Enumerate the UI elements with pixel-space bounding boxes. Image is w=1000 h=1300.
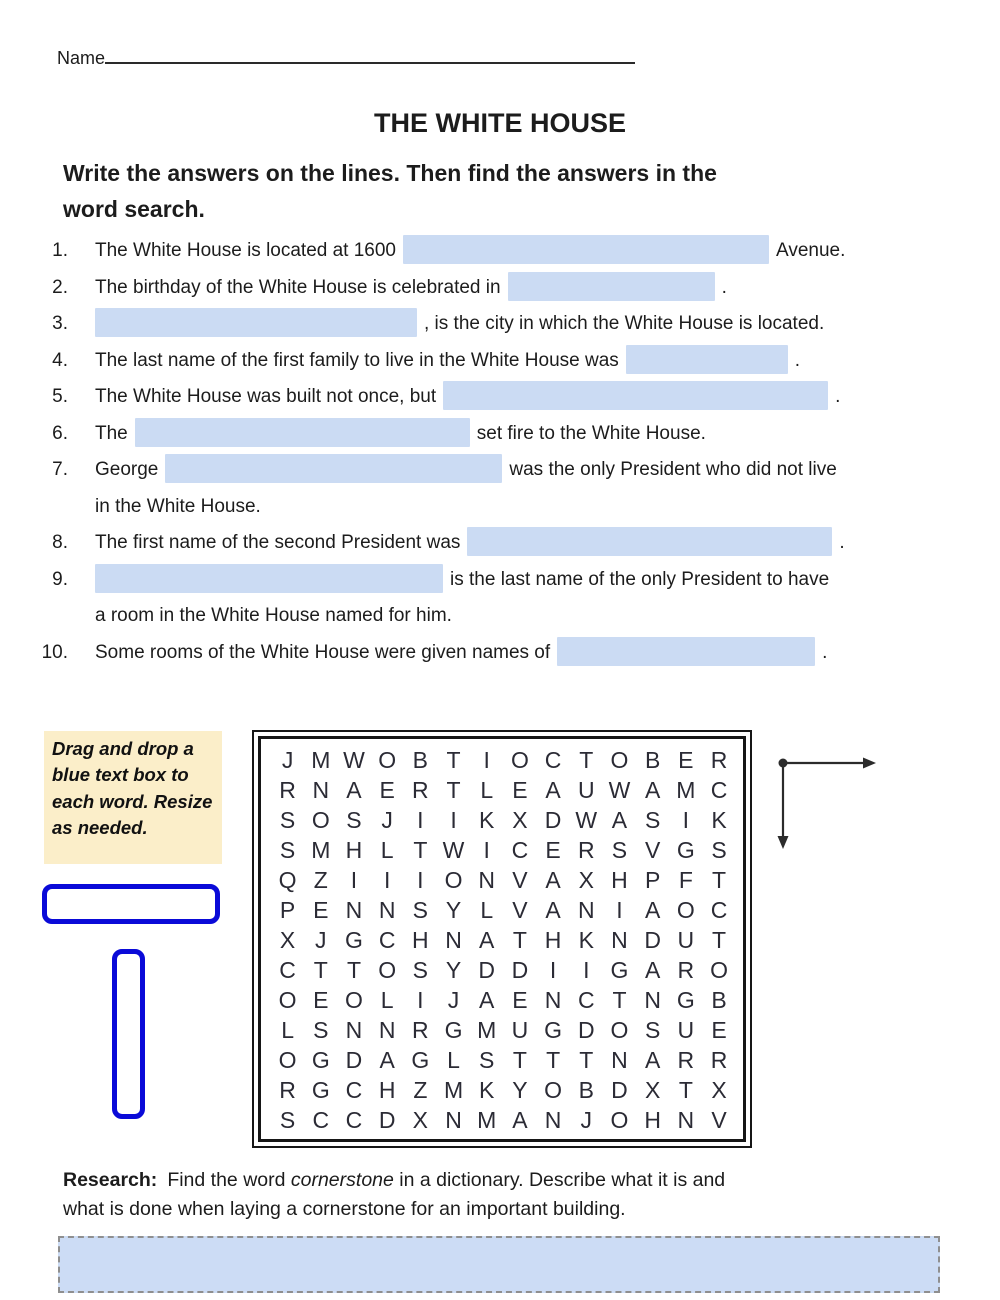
wordsearch-letter: R: [677, 1046, 695, 1073]
wordsearch-letter: L: [380, 986, 394, 1013]
wordsearch-letter: C: [544, 746, 562, 773]
wordsearch-letter: N: [312, 776, 330, 803]
wordsearch-frame: [258, 736, 746, 1142]
research-text-post: in a dictionary. Describe what it is and: [393, 1169, 726, 1191]
wordsearch-letter: D: [611, 1076, 628, 1103]
wordsearch-letter: E: [512, 986, 528, 1013]
wordsearch-letter: S: [711, 836, 727, 863]
wordsearch-letter: I: [450, 806, 457, 833]
direction-arrows-icon: [769, 744, 894, 864]
wordsearch-letter: X: [512, 806, 528, 833]
wordsearch-letter: C: [312, 1106, 330, 1133]
wordsearch-letter: B: [711, 986, 727, 1013]
question-text: [95, 635, 945, 672]
wordsearch-letter: O: [345, 986, 363, 1013]
wordsearch-letter: I: [549, 956, 557, 983]
wordsearch-letter: G: [676, 836, 695, 863]
wordsearch-letter: A: [644, 956, 661, 983]
wordsearch-letter: J: [281, 746, 294, 773]
wordsearch-grid[interactable]: [271, 745, 743, 1135]
wordsearch-letter: T: [446, 776, 461, 803]
wordsearch-letter: D: [644, 926, 661, 953]
question-text: [95, 562, 945, 599]
instructions-line1: Write the answers on the lines. Then find the answers in the: [63, 160, 717, 186]
wordsearch-letter: F: [678, 866, 693, 893]
wordsearch-letter: N: [345, 1016, 363, 1043]
wordsearch-letter: N: [378, 1016, 396, 1043]
question-body: [95, 562, 945, 635]
instructions: [63, 156, 717, 227]
wordsearch-letter: A: [479, 926, 495, 953]
question-body: [95, 452, 945, 525]
wordsearch-letter: H: [644, 1106, 661, 1133]
wordsearch-letter: W: [608, 776, 631, 803]
answer-blank-q8[interactable]: [467, 527, 832, 556]
wordsearch-letter: A: [479, 986, 495, 1013]
question-number: 10.: [41, 641, 68, 663]
wordsearch-letter: W: [442, 836, 465, 863]
wordsearch-letter: L: [480, 896, 494, 923]
wordsearch-row: [271, 865, 743, 895]
wordsearch-letter: H: [378, 1076, 396, 1103]
wordsearch-letter: W: [343, 746, 365, 773]
wordsearch-letter: M: [676, 776, 696, 803]
wordsearch-letter: O: [278, 1046, 297, 1073]
wordsearch-letter: N: [611, 1046, 628, 1073]
wordsearch-letter: B: [644, 746, 661, 773]
wordsearch-letter: D: [478, 956, 496, 983]
wordsearch-letter: N: [677, 1106, 695, 1133]
question-number: 8.: [52, 532, 68, 553]
wordsearch-letter: X: [644, 1076, 661, 1103]
wordsearch-letter: T: [512, 926, 527, 953]
wordsearch-letter: L: [380, 836, 394, 863]
wordsearch-letter: S: [279, 836, 296, 863]
question-text: [95, 343, 945, 380]
research-label: Research:: [63, 1169, 158, 1191]
wordsearch-letter: I: [583, 956, 590, 983]
wordsearch-letter: T: [579, 1046, 594, 1073]
wordsearch-letter: L: [281, 1016, 294, 1043]
wordsearch-letter: O: [278, 986, 297, 1013]
wordsearch-letter: O: [378, 746, 397, 773]
question-text-post: .: [839, 532, 845, 553]
wordsearch-letter: D: [345, 1046, 363, 1073]
question-number: 7.: [52, 459, 68, 480]
wordsearch-row: [271, 775, 743, 805]
wordsearch-letter: O: [444, 866, 463, 893]
wordsearch-letter: J: [580, 1106, 593, 1133]
question-body: [95, 635, 945, 672]
wordsearch-letter: N: [644, 986, 661, 1013]
question-row: [0, 233, 945, 270]
wordsearch-letter: G: [311, 1046, 330, 1073]
question-text: [95, 233, 945, 270]
answer-blank-q3[interactable]: [95, 308, 417, 337]
wordsearch-letter: O: [510, 746, 529, 773]
question-number: 2.: [52, 276, 68, 298]
question-row: [0, 270, 945, 307]
question-text: [95, 306, 945, 343]
wordsearch-letter: A: [644, 1046, 661, 1073]
question-body: [95, 416, 945, 453]
wordsearch-letter: C: [378, 926, 396, 953]
question-text-pre: Some rooms of the White House were given names of: [95, 641, 551, 663]
wordsearch-row: [271, 955, 743, 985]
wordsearch-letter: S: [479, 1046, 495, 1073]
wordsearch-letter: S: [412, 896, 429, 923]
wordsearch-letter: R: [279, 776, 296, 803]
wordsearch-letter: M: [477, 1106, 497, 1133]
wordsearch-row: [271, 745, 743, 775]
wordsearch-letter: U: [677, 1016, 695, 1043]
wordsearch-row: [271, 1105, 743, 1135]
name-row: [57, 46, 635, 69]
wordsearch-letter: S: [611, 836, 628, 863]
wordsearch-letter: U: [677, 926, 695, 953]
question-body: [95, 233, 945, 270]
name-line[interactable]: [105, 46, 635, 64]
wordsearch-letter: V: [711, 1106, 727, 1133]
question-text: [95, 379, 945, 416]
wordsearch-letter: M: [311, 746, 331, 773]
wordsearch-letter: L: [480, 776, 494, 803]
wordsearch-letter: C: [710, 776, 728, 803]
wordsearch-letter: A: [644, 896, 661, 923]
question-text-pre: The: [95, 422, 128, 444]
wordsearch-letter: K: [711, 806, 727, 833]
wordsearch-letter: I: [483, 836, 490, 863]
question-row: [0, 525, 945, 562]
wordsearch-letter: C: [511, 836, 529, 863]
question-number: 6.: [52, 422, 68, 444]
question-text-post: .: [721, 276, 727, 298]
wordsearch-letter: I: [682, 806, 690, 833]
wordsearch-letter: R: [577, 836, 595, 863]
wordsearch-letter: J: [381, 806, 393, 833]
question-body: [95, 379, 945, 416]
wordsearch-letter: E: [678, 746, 694, 773]
wordsearch-letter: S: [644, 806, 661, 833]
wordsearch-letter: C: [345, 1106, 363, 1133]
wordsearch-letter: S: [279, 1106, 296, 1133]
research-line2: what is done when laying a cornerstone for an important building.: [63, 1198, 626, 1221]
question-text-post: .: [835, 386, 841, 407]
wordsearch-letter: A: [545, 896, 561, 923]
wordsearch-letter: X: [412, 1106, 429, 1133]
wordsearch-letter: N: [544, 1106, 562, 1133]
wordsearch-letter: M: [311, 836, 331, 863]
question-row: [0, 343, 945, 380]
wordsearch-letter: G: [411, 1046, 430, 1073]
wordsearch-letter: O: [676, 896, 695, 923]
wordsearch-letter: H: [611, 866, 628, 893]
wordsearch-letter: I: [383, 866, 391, 893]
wordsearch-letter: T: [313, 956, 328, 983]
wordsearch-letter: G: [610, 956, 629, 983]
research-line1: [63, 1166, 963, 1195]
question-text-pre: The birthday of the White House is celebrated in: [95, 276, 501, 298]
wordsearch-letter: D: [544, 806, 562, 833]
wordsearch-letter: C: [345, 1076, 363, 1103]
wordsearch-letter: I: [417, 866, 424, 893]
question-row: [0, 379, 945, 416]
research-text-pre: Find the word: [167, 1169, 291, 1191]
wordsearch-letter: G: [544, 1016, 563, 1043]
instructions-line2: word search.: [63, 195, 205, 222]
answer-blank-q2[interactable]: [508, 272, 715, 301]
wordsearch-letter: R: [710, 746, 728, 773]
wordsearch-letter: E: [313, 896, 329, 923]
question-text-pre: The White House was built not once, but: [95, 386, 437, 407]
wordsearch-letter: P: [644, 866, 661, 893]
wordsearch-letter: V: [512, 866, 528, 893]
wordsearch-letter: A: [346, 776, 362, 803]
wordsearch[interactable]: [252, 730, 752, 1148]
wordsearch-letter: T: [712, 926, 727, 953]
question-text-post: .: [822, 641, 828, 663]
question-text: [95, 525, 945, 562]
wordsearch-letter: O: [610, 1106, 629, 1133]
answer-blank-q6[interactable]: [135, 418, 470, 447]
wordsearch-letter: E: [313, 986, 329, 1013]
questions: [0, 233, 945, 671]
wordsearch-letter: Y: [512, 1076, 528, 1103]
question-row: [0, 452, 945, 525]
question-body: [95, 270, 945, 307]
question-text-post: .: [794, 349, 801, 371]
wordsearch-letter: Z: [413, 1076, 428, 1103]
wordsearch-letter: D: [577, 1016, 595, 1043]
wordsearch-letter: T: [612, 986, 627, 1013]
wordsearch-row: [271, 1015, 743, 1045]
wordsearch-letter: H: [544, 926, 562, 953]
wordsearch-letter: T: [446, 746, 461, 773]
wordsearch-letter: I: [616, 896, 623, 923]
wordsearch-letter: O: [544, 1076, 563, 1103]
wordsearch-letter: S: [313, 1016, 329, 1043]
wordsearch-letter: Q: [278, 866, 297, 893]
wordsearch-row: [271, 925, 743, 955]
wordsearch-letter: X: [578, 866, 594, 893]
wordsearch-letter: N: [345, 896, 363, 923]
wordsearch-letter: V: [512, 896, 528, 923]
wordsearch-letter: P: [279, 896, 296, 923]
wordsearch-row: [271, 895, 743, 925]
wordsearch-letter: A: [611, 806, 628, 833]
name-label: Name: [57, 48, 106, 68]
wordsearch-letter: N: [611, 926, 628, 953]
question-text-line2: a room in the White House named for him.: [95, 605, 452, 626]
wordsearch-letter: I: [417, 806, 424, 833]
wordsearch-letter: S: [412, 956, 429, 983]
question-text-post: was the only President who did not live: [509, 459, 837, 480]
wordsearch-letter: J: [447, 986, 460, 1013]
wordsearch-row: [271, 985, 743, 1015]
wordsearch-letter: M: [443, 1076, 464, 1103]
wordsearch-letter: B: [412, 746, 429, 773]
wordsearch-letter: O: [710, 956, 728, 983]
wordsearch-letter: H: [345, 836, 363, 863]
wordsearch-letter: B: [578, 1076, 594, 1103]
question-body: [95, 343, 945, 380]
wordsearch-letter: R: [412, 1016, 429, 1043]
wordsearch-letter: G: [345, 926, 363, 953]
wordsearch-letter: V: [644, 836, 661, 863]
question-number: 9.: [52, 568, 68, 590]
wordsearch-row: [271, 1075, 743, 1105]
page-title: THE WHITE HOUSE: [373, 108, 626, 138]
wordsearch-letter: O: [610, 1016, 629, 1043]
wordsearch-letter: U: [577, 776, 595, 803]
question-row: [0, 306, 945, 343]
wordsearch-row: [271, 835, 743, 865]
wordsearch-letter: H: [412, 926, 429, 953]
question-text: [95, 452, 945, 489]
wordsearch-letter: I: [483, 746, 490, 773]
wordsearch-letter: A: [379, 1046, 395, 1073]
wordsearch-letter: R: [677, 956, 695, 983]
wordsearch-letter: C: [279, 956, 296, 983]
question-row: [0, 562, 945, 635]
wordsearch-letter: R: [412, 776, 429, 803]
wordsearch-letter: A: [545, 866, 561, 893]
wordsearch-letter: L: [447, 1046, 460, 1073]
wordsearch-letter: T: [512, 1046, 527, 1073]
wordsearch-letter: T: [413, 836, 428, 863]
wordsearch-letter: C: [710, 896, 728, 923]
drag-box-vertical[interactable]: [112, 949, 145, 1119]
question-number: 3.: [52, 313, 68, 334]
wordsearch-letter: I: [350, 866, 358, 893]
wordsearch-letter: E: [545, 836, 561, 863]
answer-blank-q9[interactable]: [95, 564, 443, 593]
wordsearch-letter: R: [710, 1046, 728, 1073]
wordsearch-letter: Y: [445, 956, 462, 983]
wordsearch-letter: E: [711, 1016, 727, 1043]
wordsearch-letter: T: [346, 956, 361, 983]
answer-blank-q10[interactable]: [557, 637, 815, 666]
answer-blank-q5[interactable]: [443, 381, 828, 410]
wordsearch-letter: T: [579, 746, 594, 773]
wordsearch-letter: A: [545, 776, 561, 803]
wordsearch-letter: E: [379, 776, 395, 803]
wordsearch-letter: E: [512, 776, 528, 803]
question-text-pre: George: [95, 459, 159, 480]
wordsearch-letter: S: [279, 806, 296, 833]
wordsearch-letter: A: [644, 776, 661, 803]
drag-drop-note-text: Drag and drop a blue text box to each word. Resize as needed.: [52, 738, 213, 838]
question-body: [95, 306, 945, 343]
question-text-pre: The last name of the first family to live in the White House was: [95, 349, 619, 371]
wordsearch-letter: N: [445, 1106, 462, 1133]
wordsearch-letter: N: [445, 926, 462, 953]
wordsearch-letter: S: [346, 806, 362, 833]
wordsearch-letter: U: [511, 1016, 529, 1043]
question-text: [95, 270, 945, 307]
question-text-post: set fire to the White House.: [476, 422, 706, 444]
question-number: 1.: [52, 240, 68, 261]
question-text-post: Avenue.: [776, 240, 846, 261]
wordsearch-letter: M: [477, 1016, 497, 1043]
wordsearch-letter: G: [311, 1076, 330, 1103]
wordsearch-letter: T: [678, 1076, 693, 1103]
wordsearch-letter: G: [676, 986, 695, 1013]
question-text-line2: in the White House.: [95, 495, 261, 517]
wordsearch-letter: K: [479, 806, 495, 833]
wordsearch-letter: X: [711, 1076, 727, 1103]
question-row: [0, 416, 945, 453]
question-text-post: is the last name of the only President to have: [450, 568, 830, 590]
wordsearch-letter: I: [417, 986, 424, 1013]
wordsearch-letter: Z: [313, 866, 328, 893]
wordsearch-letter: W: [575, 806, 598, 833]
wordsearch-letter: K: [479, 1076, 495, 1103]
wordsearch-letter: T: [546, 1046, 561, 1073]
wordsearch-letter: N: [378, 896, 396, 923]
question-body: [95, 525, 945, 562]
wordsearch-letter: R: [279, 1076, 296, 1103]
research-italic-word: cornerstone: [290, 1169, 394, 1191]
wordsearch-letter: S: [644, 1016, 661, 1043]
answer-blank-q1[interactable]: [403, 235, 769, 264]
answer-blank-q7[interactable]: [165, 454, 502, 483]
wordsearch-row: [271, 1045, 743, 1075]
question-number: 5.: [52, 386, 68, 407]
wordsearch-letter: O: [610, 746, 629, 773]
wordsearch-letter: N: [478, 866, 496, 893]
wordsearch-letter: N: [544, 986, 562, 1013]
research-section: [63, 1166, 963, 1225]
wordsearch-letter: A: [512, 1106, 528, 1133]
wordsearch-row: [271, 805, 743, 835]
wordsearch-letter: C: [577, 986, 595, 1013]
wordsearch-letter: D: [511, 956, 529, 983]
wordsearch-letter: D: [378, 1106, 396, 1133]
question-text-pre: The White House is located at 1600: [95, 240, 397, 261]
wordsearch-letter: O: [311, 806, 330, 833]
answer-blank-q4[interactable]: [626, 345, 788, 374]
drag-drop-note: [44, 731, 222, 864]
wordsearch-letter: G: [444, 1016, 463, 1043]
wordsearch-letter: J: [315, 926, 327, 953]
question-text-post: , is the city in which the White House is located.: [424, 313, 825, 334]
wordsearch-letter: O: [378, 956, 397, 983]
drag-box-horizontal[interactable]: [42, 884, 220, 924]
question-row: [0, 635, 945, 672]
wordsearch-letter: Y: [445, 896, 462, 923]
wordsearch-letter: X: [279, 926, 296, 953]
wordsearch-letter: N: [577, 896, 595, 923]
wordsearch-letter: K: [578, 926, 594, 953]
research-answer-area[interactable]: [58, 1236, 940, 1293]
question-text-pre: The first name of the second President was: [95, 532, 461, 553]
question-number: 4.: [52, 349, 68, 371]
wordsearch-letter: T: [712, 866, 727, 893]
question-text: [95, 416, 945, 453]
